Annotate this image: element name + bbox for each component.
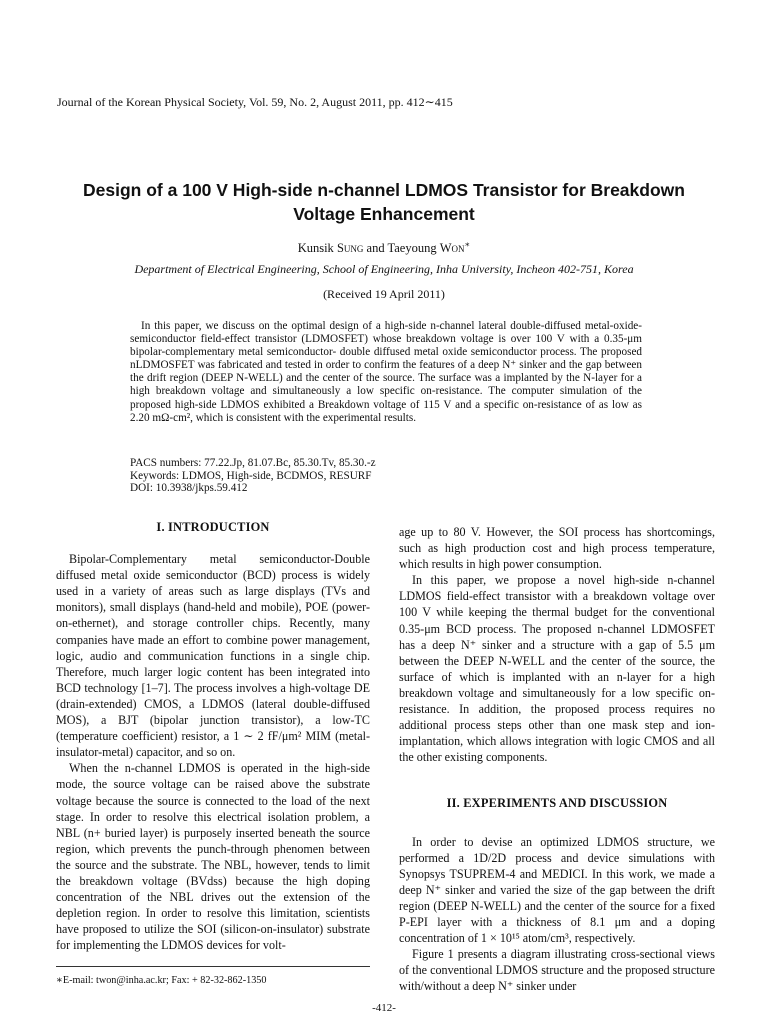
- author-1-given-name: Kunsik: [297, 241, 334, 255]
- right-column-paragraph-1: age up to 80 V. However, the SOI process has shortcomings, such as high production cost and high process temperature, which results in high power consumption.: [399, 525, 715, 572]
- experiments-paragraph-1: In order to devise an optimized LDMOS structure, we performed a 1D/2D process and device simulations with Synopsys TSUPREM-4 and MEDICI. In this work, we made a deep N⁺ sinker and varied the size of the gap between the drift region (DEEP N-WELL) and the center of the source for a fixed P-EPI layer with a thickness of 8.1 μm and a doping concentration of 1 × 10¹⁵ atom/cm³, respectively.: [399, 834, 715, 946]
- introduction-paragraph-2: When the n-channel LDMOS is operated in the high-side mode, the source voltage can be raised above the substrate voltage because the source is connected to the load of the next stage. In order to resolve this electrical isolation problem, a NBL (n+ buried layer) is purposely inserted beneath the source region, which prevents the punch-through phenomen between the source and the substrate. The NBL, however, tends to limit the breakdown voltage (BVdss) because the high doping concentration of the NBL drives out the extension of the depletion region. In order to resolve this limitation, scientists have proposed to utilize the SOI (silicon-on-insulator) substrate for implementing the LDMOS devices for volt-: [56, 761, 370, 953]
- introduction-paragraph-1: Bipolar-Complementary metal semiconductor-Double diffused metal oxide semiconductor (BCD) process is widely used in a variety of areas such as large displays (TVs and monitors), small displays (hand-held and mobile), POE (power-on-ethernet), and storage controller chips. Recently, many companies have made an effort to combine power management, logic, audio and communication functions in a single chip. Therefore, much larger logic content has been integrated into BCD technology [1–7]. The process involves a high-voltage DE (drain-extended) CMOS, a LDMOS (lateral double-diffused MOS), a BJT (bipolar junction transistor), a low-TC (temperature coefficient) resistor, a 1 ∼ 2 fF/μm² MIM (metal-insulator-metal) capacitor, and so on.: [56, 552, 370, 760]
- abstract: [130, 320, 642, 425]
- paper-title: [40, 178, 728, 226]
- pacs-numbers: PACS numbers: 77.22.Jp, 81.07.Bc, 85.30.Tv, 85.30.-z: [130, 457, 376, 469]
- author-1-family-name: Sung: [336, 241, 364, 255]
- experiments-paragraph-2: Figure 1 presents a diagram illustrating cross-sectional views of the conventional LDMOS structure and the proposed structure with/without a deep N⁺ sinker under: [399, 947, 715, 994]
- right-column-paragraph-2: In this paper, we propose a novel high-side n-channel LDMOS field-effect transistor with a breakdown voltage over 100 V while keeping the thermal budget for the conventional 0.35-μm BCD process. The proposed n-channel LDMOSFET has a deep N⁺ sinker and a structure with a gap of 5.5 μm between the DEEP N-WELL and the center of the source, the surface of which is implanted with an n-layer for a high breakdown voltage and simultaneously for a low specific on-resistance. In addition, the proposed process requires no additional process steps other than one mask step and ion-implantation, which allows integration with logic CMOS and all the other existing components.: [399, 573, 715, 765]
- affiliation: Department of Electrical Engineering, School of Engineering, Inha University, Incheon 402-751, Korea: [134, 262, 634, 276]
- paper-title-line-2: Voltage Enhancement: [293, 204, 475, 224]
- received-date: (Received 19 April 2011): [323, 287, 445, 301]
- corresponding-author-mark: ∗: [464, 238, 471, 249]
- section-heading-introduction: I. INTRODUCTION: [156, 520, 270, 534]
- keywords: Keywords: LDMOS, High-side, BCDMOS, RESURF: [130, 469, 372, 482]
- footnote-divider: [56, 966, 370, 967]
- author-conjunction: and: [366, 241, 385, 255]
- footnote: ∗E-mail: twon@inha.ac.kr; Fax: + 82-32-862-1350: [56, 975, 267, 986]
- left-column: [56, 519, 370, 953]
- doi: DOI: 10.3938/jkps.59.412: [130, 482, 248, 494]
- section-heading-experiments: II. EXPERIMENTS AND DISCUSSION: [446, 796, 668, 811]
- journal-citation: Journal of the Korean Physical Society, Vol. 59, No. 2, August 2011, pp. 412∼415: [57, 95, 453, 109]
- author-list: [0, 238, 768, 256]
- author-2-given-name: Taeyoung: [387, 241, 437, 255]
- article-metadata: [130, 457, 376, 495]
- abstract-text: In this paper, we discuss on the optimal design of a high-side n-channel lateral double-diffused metal-oxide-semiconductor field-effect transistor (LDMOSFET) whose breakdown voltage is over 100 V with a 0.35-μm bipolar-complementary metal semiconductor- double diffused metal oxide semiconductor process. The proposed nLDMOSFET was fabricated and tested in order to confirm the features of a deep N⁺ sinker and the gap between the drift region (DEEP N-WELL) and the center of the source. The surface was a implanted by the N-layer for a high breakdown voltage and simultaneously a low specific on-resistance. The computer simulation of the proposed high-side LDMOS exhibited a Breakdown voltage of 115 V and a specific on-resistance of as low as 2.20 mΩ-cm², which is consistent with the experimental results.: [130, 320, 642, 424]
- paper-title-line-1: Design of a 100 V High-side n-channel LDMOS Transistor for Breakdown: [83, 180, 685, 200]
- page-number: -412-: [372, 1002, 396, 1014]
- author-2-family-name: Won: [439, 241, 465, 255]
- right-column: [399, 524, 715, 994]
